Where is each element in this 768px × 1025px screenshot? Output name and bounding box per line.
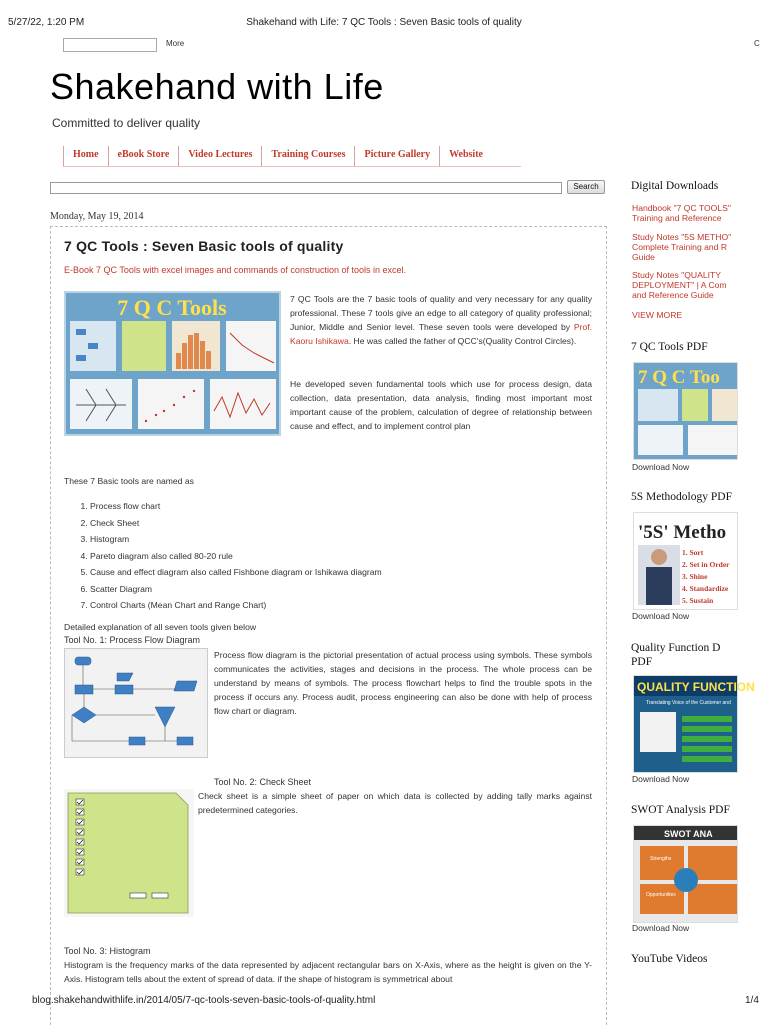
tab-training-courses[interactable]: Training Courses bbox=[261, 146, 354, 166]
detail-intro: Detailed explanation of all seven tools given below bbox=[64, 622, 257, 632]
list-item: 1. Process flow chart bbox=[90, 498, 382, 515]
5s-step: 1. Sort bbox=[682, 548, 704, 557]
tool3-heading: Tool No. 3: Histogram bbox=[64, 946, 151, 956]
navbar-truncated-link[interactable]: C bbox=[754, 39, 760, 48]
5s-step: 3. Shine bbox=[682, 572, 708, 581]
swot-pdf-title: SWOT ANA bbox=[664, 829, 713, 839]
swot-quad-label: Opportunities bbox=[646, 892, 676, 898]
print-url: blog.shakehandwithlife.in/2014/05/7-qc-tools-seven-basic-tools-of-quality.html bbox=[32, 995, 376, 1006]
5s-pdf-image[interactable] bbox=[633, 512, 738, 610]
download-link-2[interactable]: Study Notes "5S METHO" Complete Training and R Guide bbox=[632, 232, 732, 262]
5s-pdf-download[interactable]: Download Now bbox=[632, 611, 690, 621]
swot-quad-label: Strengths bbox=[650, 856, 672, 862]
print-title: Shakehand with Life: 7 QC Tools : Seven Basic tools of quality bbox=[246, 17, 522, 28]
download-link-3[interactable]: Study Notes "QUALITY DEPLOYMENT" | A Com and Reference Guide bbox=[632, 270, 727, 300]
list-item: 2. Check Sheet bbox=[90, 515, 382, 532]
5s-step: 2. Set in Order bbox=[682, 560, 730, 569]
ebook-link[interactable]: E-Book 7 QC Tools with excel images and commands of construction of tools in excel. bbox=[64, 265, 406, 275]
intro-text-a: 7 QC Tools are the 7 basic tools of quality and very necessary for any quality professional. These 7 tools give an edge to all category of quality professional; Junior, Middle and Senior level. These seven tools were developed by bbox=[290, 294, 592, 332]
print-page-number: 1/4 bbox=[745, 995, 759, 1006]
list-item: 4. Pareto diagram also called 80-20 rule bbox=[90, 548, 382, 565]
blog-title[interactable]: Shakehand with Life bbox=[50, 66, 384, 107]
5s-pdf-heading: 5S Methodology PDF bbox=[631, 491, 732, 503]
post-date: Monday, May 19, 2014 bbox=[50, 211, 144, 222]
hero-title: 7 Q C Tools bbox=[117, 295, 227, 320]
5s-step: 4. Standardize bbox=[682, 584, 729, 593]
tab-home[interactable]: Home bbox=[63, 146, 108, 166]
tab-video-lectures[interactable]: Video Lectures bbox=[178, 146, 261, 166]
blog-description: Committed to deliver quality bbox=[52, 116, 201, 130]
tool1-heading: Tool No. 1: Process Flow Diagram bbox=[64, 635, 201, 645]
search-button[interactable]: Search bbox=[567, 180, 605, 194]
page-tabs bbox=[63, 146, 492, 166]
post-title[interactable]: 7 QC Tools : Seven Basic tools of quality bbox=[64, 238, 344, 254]
intro-paragraph-2: He developed seven fundamental tools which use for process design, data collection, data presentation, data analysis, finding most important most important cause of the problem, calculation of degree of relationship between cause and effect, and to implement control plan bbox=[290, 379, 592, 431]
list-item: 3. Histogram bbox=[90, 531, 382, 548]
youtube-videos-heading: YouTube Videos bbox=[631, 953, 708, 965]
ishikawa-link[interactable]: Prof. Kaoru Ishikawa bbox=[290, 322, 593, 346]
list-item: 6. Scatter Diagram bbox=[90, 581, 382, 598]
swot-pdf-download[interactable]: Download Now bbox=[632, 923, 690, 933]
tool1-text: Process flow diagram is the pictorial presentation of actual process using symbols. These symbols communicates the activities, stages and decisions in the process. The whole process can be understand by means of symbols. The process flowchart helps to find the trouble spots in the process if occurs any. Process audit, process engineering can also be done with help of process flow chart or diagram. bbox=[214, 650, 592, 716]
navbar-search-input[interactable] bbox=[63, 38, 157, 52]
qc-tools-pdf-title: 7 Q C Too bbox=[638, 367, 720, 388]
qfd-pdf-image[interactable] bbox=[633, 675, 755, 773]
tools-list bbox=[64, 498, 382, 614]
qfd-pdf-title: QUALITY FUNCTION bbox=[637, 680, 755, 694]
print-datetime: 5/27/22, 1:20 PM bbox=[8, 17, 85, 28]
view-more-link[interactable]: VIEW MORE bbox=[632, 310, 683, 320]
tab-website[interactable]: Website bbox=[439, 146, 492, 166]
intro-text-b: . He was called the father of QCC's(Quality Control Circles). bbox=[348, 336, 577, 346]
qc-tools-pdf-image[interactable] bbox=[633, 362, 738, 460]
process-flow-diagram-image[interactable] bbox=[64, 648, 208, 758]
tool2-text: Check sheet is a simple sheet of paper on which data is collected by adding tally marks against predetermined categories. bbox=[198, 791, 592, 815]
check-sheet-image[interactable] bbox=[64, 789, 194, 917]
qfd-pdf-subtitle: Translating Voice of the Customer and bbox=[646, 700, 731, 706]
qfd-pdf-heading: Quality Function D PDF bbox=[631, 642, 721, 668]
swot-pdf-heading: SWOT Analysis PDF bbox=[631, 804, 730, 816]
swot-pdf-image[interactable] bbox=[633, 825, 738, 923]
list-item: 7. Control Charts (Mean Chart and Range Chart) bbox=[90, 597, 382, 614]
digital-downloads-heading: Digital Downloads bbox=[631, 180, 719, 192]
5s-pdf-title: '5S' Metho bbox=[638, 522, 727, 543]
tool2-heading: Tool No. 2: Check Sheet bbox=[214, 777, 312, 787]
navbar-more-link[interactable]: More bbox=[166, 39, 185, 48]
print-header bbox=[0, 0, 768, 36]
qfd-pdf-download[interactable]: Download Now bbox=[632, 774, 690, 784]
tab-ebook-store[interactable]: eBook Store bbox=[108, 146, 179, 166]
intro-paragraph-1 bbox=[290, 292, 592, 348]
blog-search-input[interactable] bbox=[50, 182, 562, 194]
qc-tools-pdf-heading: 7 QC Tools PDF bbox=[631, 341, 708, 353]
seven-qc-tools-image[interactable] bbox=[64, 291, 281, 436]
5s-step: 5. Sustain bbox=[682, 596, 714, 605]
qc-tools-pdf-download[interactable]: Download Now bbox=[632, 462, 690, 472]
tools-list-intro: These 7 Basic tools are named as bbox=[64, 476, 194, 486]
download-link-1[interactable]: Handbook "7 QC TOOLS" Training and Reference bbox=[632, 203, 731, 223]
tool3-text: Histogram is the frequency marks of the data represented by adjacent rectangular bars on X-Axis, where as the height is given on the Y-Axis. Histogram tells about the extent of spread of data. if the shape of histogram is symmetrical about bbox=[64, 960, 592, 984]
list-item: 5. Cause and effect diagram also called Fishbone diagram or Ishikawa diagram bbox=[90, 564, 382, 581]
tab-picture-gallery[interactable]: Picture Gallery bbox=[354, 146, 439, 166]
tabs-divider bbox=[63, 166, 521, 167]
